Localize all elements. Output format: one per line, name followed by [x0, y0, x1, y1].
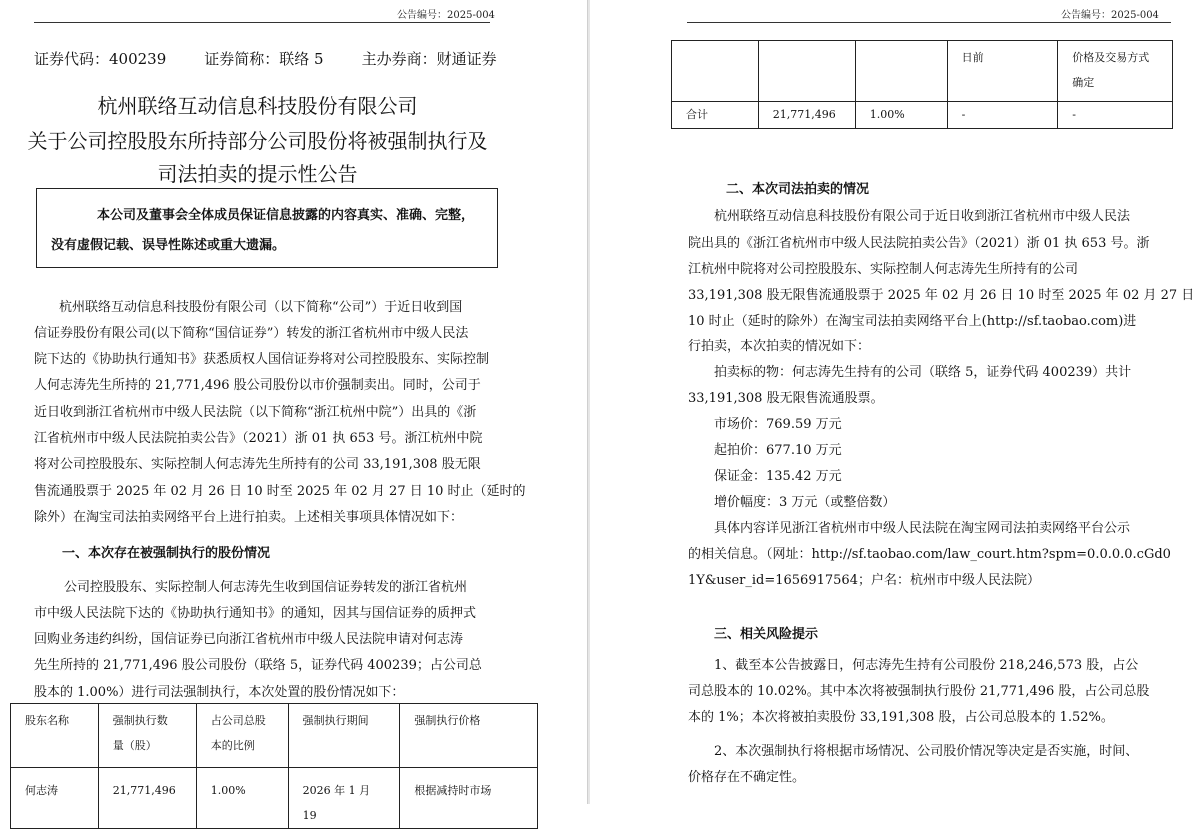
- intro-line: 信证券股份有限公司(以下简称“国信证券”）转发的浙江省杭州市中级人民法: [34, 326, 469, 341]
- intro-line: 售流通股票于 2025 年 02 月 26 日 10 时至 2025 年 02 月 27 日 10 时止（延时的: [34, 484, 526, 499]
- table-cell: 何志涛: [11, 768, 99, 829]
- table-cell: -: [1058, 102, 1173, 129]
- section-3-line: 1、截至本公告披露日，何志涛先生持有公司股份 218,246,573 股，占公: [714, 658, 1139, 673]
- section-3-heading: 三、相关风险提示: [714, 627, 819, 642]
- section-2-line: 的相关信息。（网址：http://sf.taobao.com/law_court.htm?spm=0.0.0.0.cGd0: [688, 547, 1171, 562]
- table-header-row: [11, 704, 538, 768]
- securities-code: 证券代码：400239: [34, 50, 167, 68]
- intro-line: 除外）在淘宝司法拍卖网络平台上进行拍卖。上述相关事项具体情况如下：: [34, 510, 464, 525]
- section-2-line: 行拍卖，本次拍卖的情况如下：: [688, 339, 871, 354]
- table-row: [672, 41, 1173, 102]
- table-cell: [855, 41, 947, 102]
- starting-price: 起拍价：677.10 万元: [714, 443, 842, 458]
- section-2-line: 江杭州中院将对公司控股股东、实际控制人何志涛先生所持有的公司: [688, 262, 1079, 277]
- section-2-line: 具体内容详见浙江省杭州市中级人民法院在淘宝网司法拍卖网络平台公示: [714, 521, 1131, 536]
- notice-line-2: 没有虚假记载、误导性陈述或重大遗漏。: [51, 238, 286, 253]
- doc-title-line-2: 关于公司控股股东所持部分公司股份将被强制执行及: [27, 129, 488, 153]
- table-cell: [672, 41, 759, 102]
- table-cell: -: [947, 102, 1058, 129]
- deposit: 保证金：135.42 万元: [714, 469, 842, 484]
- doc-title-line-3: 司法拍卖的提示性公告: [157, 162, 358, 186]
- header-rule: [687, 22, 1171, 23]
- section-2-line: 1Y&user_id=1656917564；户名：杭州市中级人民法院）: [688, 573, 1040, 588]
- table-cell: 21,771,496: [98, 768, 196, 829]
- table-cell: 1.00%: [196, 768, 288, 829]
- intro-line: 近日收到浙江省杭州市中级人民法院（以下简称“浙江杭州中院”）出具的《浙: [34, 405, 477, 420]
- table-cell: 根据减持时市场: [400, 768, 538, 829]
- section-2-line: 33,191,308 股无限售流通股票于 2025 年 02 月 26 日 10 时至 2025 年 02 月 27 日: [688, 288, 1194, 303]
- section-2-line: 院出具的《浙江省杭州市中级人民法院拍卖公告》（2021）浙 01 执 653 号。浙: [688, 236, 1150, 251]
- section-1-line: 股本的 1.00%）进行司法强制执行，本次处置的股份情况如下：: [34, 685, 405, 700]
- table-header-cell: 占公司总股 本的比例: [196, 704, 288, 768]
- doc-number-header: 公告编号：2025-004: [1061, 10, 1159, 21]
- forced-execution-table-continued: [671, 40, 1173, 129]
- notice-line-1: 本公司及董事会全体成员保证信息披露的内容真实、准确、完整，: [97, 208, 475, 223]
- table-cell: 合计: [672, 102, 759, 129]
- table-row: [11, 768, 538, 829]
- table-cell: [758, 41, 855, 102]
- board-guarantee-notice: [36, 188, 498, 268]
- section-2-line: 杭州联络互动信息科技股份有限公司于近日收到浙江省杭州市中级人民法: [714, 209, 1131, 224]
- intro-line: 人何志涛先生所持的 21,771,496 股公司股份以市价强制卖出。同时，公司于: [34, 378, 481, 393]
- table-total-row: [672, 102, 1173, 129]
- forced-execution-table: [10, 703, 538, 829]
- left-page: [0, 0, 588, 822]
- section-1-line: 先生所持的 21,771,496 股公司股份（联络 5，证券代码 400239；占公司总: [34, 658, 482, 673]
- section-3-line: 司总股本的 10.02%。其中本次将被强制执行股份 21,771,496 股，占公司总股: [688, 684, 1150, 699]
- section-2-heading: 二、本次司法拍卖的情况: [726, 182, 870, 197]
- section-1-line: 回购业务违约纠纷，国信证券已向浙江省杭州市中级人民法院申请对何志涛: [34, 632, 464, 647]
- table-cell: 1.00%: [855, 102, 947, 129]
- table-cell: 价格及交易方式 确定: [1058, 41, 1173, 102]
- table-cell: 2026 年 1 月 19: [288, 768, 400, 829]
- doc-title-line-1: 杭州联络互动信息科技股份有限公司: [97, 94, 418, 118]
- table-cell: 日前: [947, 41, 1058, 102]
- table-cell: 21,771,496: [758, 102, 855, 129]
- intro-line: 杭州联络互动信息科技股份有限公司（以下简称“公司”）于近日收到国: [59, 300, 463, 315]
- securities-short-name: 证券简称：联络 5: [204, 50, 324, 68]
- table-header-cell: 股东名称: [11, 704, 99, 768]
- right-page: [590, 0, 1194, 804]
- bid-increment: 增价幅度：3 万元（或整倍数）: [714, 495, 896, 510]
- section-1-heading: 一、本次存在被强制执行的股份情况: [62, 546, 271, 561]
- section-1-line: 市中级人民法院下达的《协助执行通知书》的通知，因其与国信证券的质押式: [34, 606, 477, 621]
- header-rule: [34, 22, 490, 23]
- section-3-line: 本的 1%；本次将被拍卖股份 33,191,308 股，占公司总股本的 1.52%。: [688, 710, 1114, 725]
- section-3-line: 2、本次强制执行将根据市场情况、公司股价情况等决定是否实施，时间、: [714, 744, 1139, 759]
- section-2-line: 拍卖标的物：何志涛先生持有的公司（联络 5，证券代码 400239）共计: [714, 365, 1132, 380]
- intro-line: 将对公司控股股东、实际控制人何志涛先生所持有的公司 33,191,308 股无限: [34, 457, 481, 472]
- section-3-line: 价格存在不确定性。: [688, 770, 806, 785]
- market-price: 市场价：769.59 万元: [714, 417, 842, 432]
- section-2-line: 10 时止（延时的除外）在淘宝司法拍卖网络平台上(http://sf.taobao.com)进: [688, 314, 1137, 329]
- table-header-cell: 强制执行期间: [288, 704, 400, 768]
- table-header-cell: 强制执行价格: [400, 704, 538, 768]
- securities-info-line: [34, 48, 497, 69]
- lead-broker: 主办券商：财通证券: [361, 50, 497, 68]
- section-1-line: 公司控股股东、实际控制人何志涛先生收到国信证券转发的浙江省杭州: [64, 580, 468, 595]
- intro-line: 江省杭州市中级人民法院拍卖公告》（2021）浙 01 执 653 号。浙江杭州中院: [34, 431, 483, 446]
- doc-number-header: 公告编号：2025-004: [397, 10, 495, 21]
- table-header-cell: 强制执行数 量（股）: [98, 704, 196, 768]
- section-2-line: 33,191,308 股无限售流通股票。: [688, 391, 884, 406]
- intro-line: 院下达的《协助执行通知书》获悉质权人国信证券将对公司控股股东、实际控制: [34, 352, 490, 367]
